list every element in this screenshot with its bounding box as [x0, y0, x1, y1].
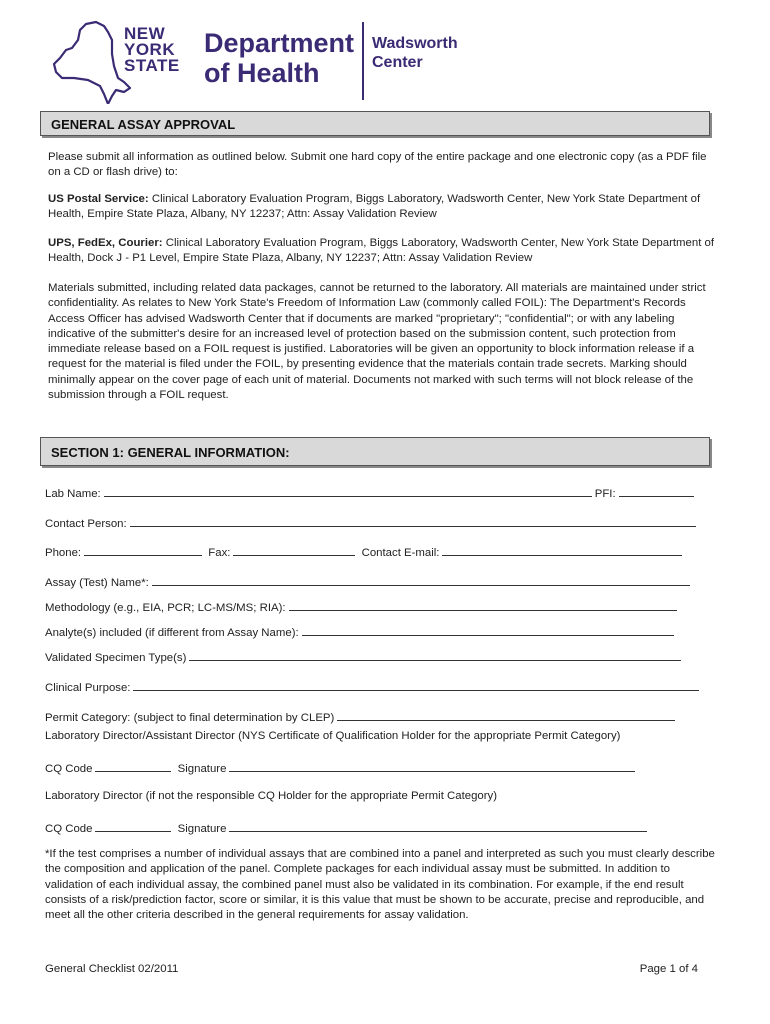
confidentiality-paragraph: Materials submitted, including related data packages, cannot be returned to the laboratory. All materials are maintained under strict confidentiality. As relates to New York State's Freedom of Information Law (commonly called FOIL): The Department's Records Access Officer has advised Wadsworth Center that if documents are marked "proprietary"; "confidential"; or with any labeling indicative of the submitter's desire for an increased level of protection based on the submission content, such protection from immediate release based on a FOIL request is justified. Laboratories will be given an opportunity to block information release if a request for the material is filed under the FOIL, by presenting evidence that the materials contain trade secrets. Marking should minimally appear on the cover page of each unit of material. Documents not marked with such terms will not block release of the submission through a FOIL request. [48, 282, 706, 402]
logo-line-department: Department [204, 28, 355, 58]
fax-label: Fax: [208, 547, 231, 559]
analytes-row [45, 623, 677, 639]
nys-doh-logo [52, 18, 492, 108]
logo-divider [362, 22, 364, 100]
lab-name-label: Lab Name: [45, 488, 101, 500]
clinical-purpose-field[interactable] [133, 678, 699, 691]
phone-fax-email-row [45, 543, 685, 559]
assay-name-field[interactable] [152, 573, 690, 586]
logo-state-text [124, 26, 180, 74]
contact-person-label: Contact Person: [45, 518, 127, 530]
assay-name-label: Assay (Test) Name*: [45, 577, 149, 589]
phone-field[interactable] [84, 543, 202, 556]
logo-line-center: Center [372, 54, 423, 71]
pfi-field[interactable] [619, 484, 694, 497]
logo-line-of-health: of Health [204, 58, 320, 88]
lab-name-field[interactable] [104, 484, 592, 497]
general-assay-approval-heading: GENERAL ASSAY APPROVAL [40, 111, 710, 136]
logo-line-wadsworth: Wadsworth [372, 35, 458, 52]
logo-line-state: STATE [124, 56, 180, 75]
contact-email-label: Contact E-mail: [361, 547, 440, 559]
phone-label: Phone: [45, 547, 82, 559]
specimen-type-field[interactable] [189, 648, 681, 661]
logo-department-text [204, 28, 354, 88]
cq-code-signature-row-1 [45, 759, 638, 775]
fax-field[interactable] [233, 543, 355, 556]
clinical-purpose-row [45, 678, 702, 694]
usps-address: Clinical Laboratory Evaluation Program, Biggs Laboratory, Wadsworth Center, New York State Department of Health, Empire State Plaza, Albany, NY 12237; Attn: Assay Validation Review [48, 193, 701, 221]
clinical-purpose-label: Clinical Purpose: [45, 682, 131, 694]
assay-name-row [45, 573, 693, 589]
pfi-label: PFI: [594, 488, 616, 500]
courier-address: Clinical Laboratory Evaluation Program, Biggs Laboratory, Wadsworth Center, New York State Department of Health, Dock J - P1 Level, Empire State Plaza, Albany, NY 12237; Attn: Assay Validation Review [48, 237, 715, 265]
specimen-type-label: Validated Specimen Type(s) [45, 652, 187, 664]
cq-code-signature-row-2 [45, 819, 650, 835]
logo-center-text [372, 34, 458, 72]
methodology-row [45, 598, 680, 614]
page-number: Page 1 of 4 [639, 963, 698, 975]
permit-category-field[interactable] [337, 708, 675, 721]
contact-person-row [45, 514, 699, 530]
signature-field-1[interactable] [229, 759, 635, 772]
contact-email-field[interactable] [442, 543, 682, 556]
analytes-label: Analyte(s) included (if different from Assay Name): [45, 627, 299, 639]
cq-code-label: CQ Code [45, 763, 93, 775]
signature-label: Signature [177, 763, 227, 775]
courier-label: UPS, FedEx, Courier: [48, 237, 163, 249]
lab-name-row [45, 484, 697, 500]
usps-address-paragraph [48, 192, 720, 223]
permit-category-row [45, 708, 678, 724]
logo-line-york: YORK [124, 40, 176, 59]
signature-field-2[interactable] [229, 819, 647, 832]
new-york-state-outline-icon [52, 18, 132, 104]
methodology-label: Methodology (e.g., EIA, PCR; LC-MS/MS; RIA): [45, 602, 286, 614]
section-1-heading: SECTION 1: GENERAL INFORMATION: [40, 437, 710, 466]
analytes-field[interactable] [302, 623, 674, 636]
courier-address-paragraph [48, 236, 720, 267]
signature-label: Signature [177, 823, 227, 835]
lab-director-asst-heading: Laboratory Director/Assistant Director (NYS Certificate of Qualification Holder for the appropriate Permit Category) [45, 730, 621, 742]
intro-paragraph: Please submit all information as outlined below. Submit one hard copy of the entire package and one electronic copy (as a PDF file on a CD or flash drive) to: [48, 151, 707, 179]
specimen-type-row [45, 648, 684, 664]
permit-category-label: Permit Category: (subject to final determination by CLEP) [45, 712, 335, 724]
cq-code-field-2[interactable] [95, 819, 171, 832]
usps-label: US Postal Service: [48, 193, 149, 205]
panel-footnote: *If the test comprises a number of individual assays that are combined into a panel and interpreted as such you must clearly describe the composition and application of the panel. Complete packages for each individual assay must be submitted. In addition to validation of each individual assay, the combined panel must also be validated in its combination. For example, if the end result consists of a risk/prediction factor, score or similar, it is this value that must be shown to be accurate, precise and reproducible, and meet all the other criteria described in the general requirements for assay validation. [45, 848, 715, 922]
methodology-field[interactable] [289, 598, 677, 611]
logo-line-new: NEW [124, 24, 166, 43]
cq-code-label: CQ Code [45, 823, 93, 835]
cq-code-field-1[interactable] [95, 759, 171, 772]
checklist-version: General Checklist 02/2011 [45, 963, 179, 975]
contact-person-field[interactable] [130, 514, 696, 527]
lab-director-heading: Laboratory Director (if not the responsible CQ Holder for the appropriate Permit Category) [45, 790, 498, 802]
